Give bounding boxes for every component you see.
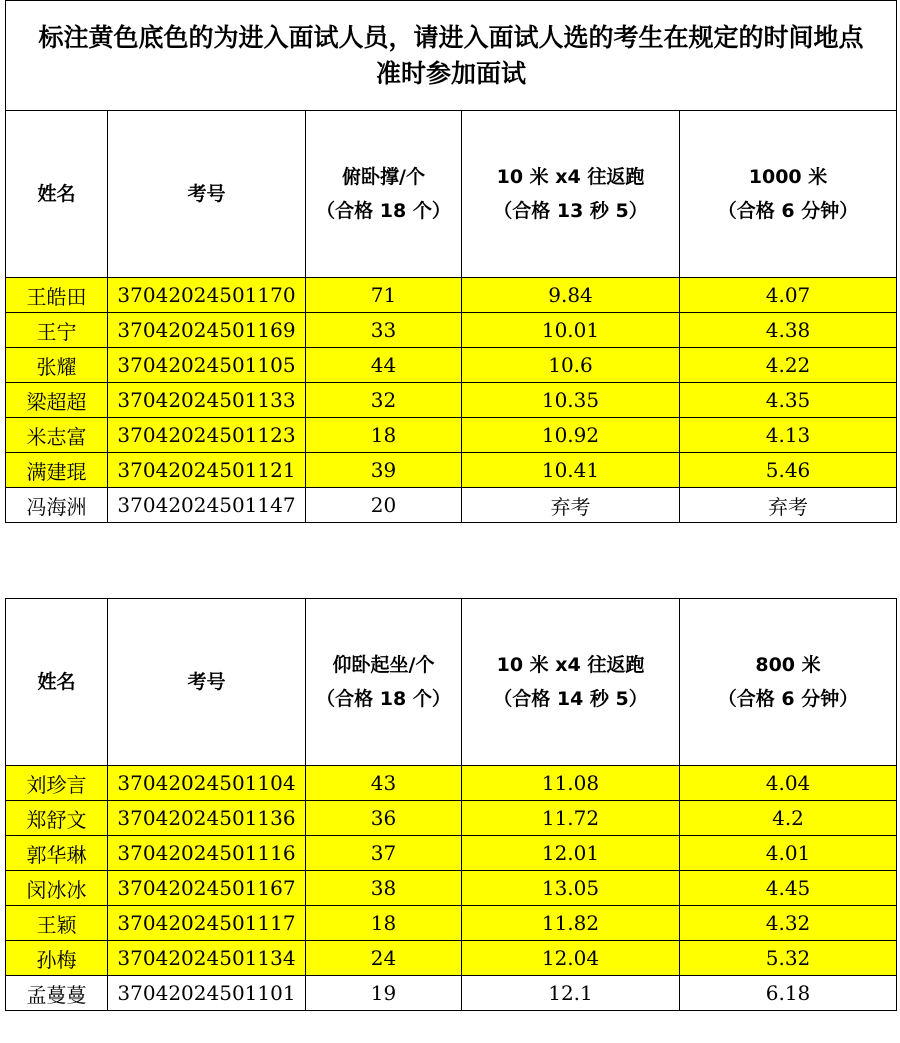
- header-pushups: 俯卧撑/个 （合格 18 个）: [306, 111, 462, 278]
- candidate-name: 郑舒文: [6, 801, 108, 836]
- exam-id: 37042024501117: [108, 906, 306, 941]
- table1-header-row: [6, 111, 897, 278]
- score-endurance-run: 5.32: [680, 941, 897, 976]
- candidate-name: 米志富: [6, 418, 108, 453]
- score-endurance-run: 4.07: [680, 278, 897, 313]
- score-endurance-run: 4.2: [680, 801, 897, 836]
- candidate-name: 冯海洲: [6, 488, 108, 523]
- table-row: [6, 488, 897, 523]
- score-strength: 71: [306, 278, 462, 313]
- table-row: [6, 976, 897, 1011]
- score-endurance-run: 4.22: [680, 348, 897, 383]
- table-row: [6, 453, 897, 488]
- score-strength: 19: [306, 976, 462, 1011]
- candidate-name: 王宁: [6, 313, 108, 348]
- score-strength: 18: [306, 418, 462, 453]
- candidate-name: 王皓田: [6, 278, 108, 313]
- header-name: 姓名: [6, 111, 108, 278]
- score-strength: 20: [306, 488, 462, 523]
- score-strength: 24: [306, 941, 462, 976]
- score-shuttle-run: 12.04: [462, 941, 680, 976]
- exam-id: 37042024501121: [108, 453, 306, 488]
- table-row: [6, 836, 897, 871]
- score-shuttle-run: 弃考: [462, 488, 680, 523]
- score-endurance-run: 5.46: [680, 453, 897, 488]
- score-endurance-run: 4.38: [680, 313, 897, 348]
- candidate-name: 王颖: [6, 906, 108, 941]
- score-strength: 36: [306, 801, 462, 836]
- exam-id: 37042024501147: [108, 488, 306, 523]
- results-table-female: [5, 598, 897, 1011]
- table-row: [6, 348, 897, 383]
- header-shuttle-run: 10 米 x4 往返跑 （合格 14 秒 5）: [462, 599, 680, 766]
- candidate-name: 张耀: [6, 348, 108, 383]
- exam-id: 37042024501116: [108, 836, 306, 871]
- candidate-name: 梁超超: [6, 383, 108, 418]
- score-strength: 32: [306, 383, 462, 418]
- table-row: [6, 418, 897, 453]
- candidate-name: 郭华琳: [6, 836, 108, 871]
- score-endurance-run: 4.32: [680, 906, 897, 941]
- score-endurance-run: 4.45: [680, 871, 897, 906]
- title-line-1: 标注黄色底色的为进入面试人员，请进入面试人选的考生在规定的时间地点: [38, 22, 864, 52]
- score-endurance-run: 6.18: [680, 976, 897, 1011]
- score-strength: 18: [306, 906, 462, 941]
- table1-body: [6, 1, 897, 523]
- score-shuttle-run: 10.41: [462, 453, 680, 488]
- score-shuttle-run: 10.35: [462, 383, 680, 418]
- score-strength: 43: [306, 766, 462, 801]
- table-row: [6, 871, 897, 906]
- score-endurance-run: 4.13: [680, 418, 897, 453]
- candidate-name: 孙梅: [6, 941, 108, 976]
- title-line-2: 准时参加面试: [375, 58, 526, 88]
- header-1000m: 1000 米 （合格 6 分钟）: [680, 111, 897, 278]
- header-shuttle-run: 10 米 x4 往返跑 （合格 13 秒 5）: [462, 111, 680, 278]
- table-row: [6, 313, 897, 348]
- candidate-name: 孟蔓蔓: [6, 976, 108, 1011]
- score-endurance-run: 弃考: [680, 488, 897, 523]
- score-shuttle-run: 11.08: [462, 766, 680, 801]
- score-endurance-run: 4.04: [680, 766, 897, 801]
- exam-id: 37042024501169: [108, 313, 306, 348]
- candidate-name: 闵冰冰: [6, 871, 108, 906]
- table-row: [6, 383, 897, 418]
- exam-id: 37042024501170: [108, 278, 306, 313]
- exam-id: 37042024501101: [108, 976, 306, 1011]
- score-strength: 38: [306, 871, 462, 906]
- score-strength: 44: [306, 348, 462, 383]
- table-row: [6, 801, 897, 836]
- table-row: [6, 278, 897, 313]
- candidate-name: 满建琨: [6, 453, 108, 488]
- exam-id: 37042024501105: [108, 348, 306, 383]
- header-exam-id: 考号: [108, 599, 306, 766]
- score-shuttle-run: 11.72: [462, 801, 680, 836]
- page-title: [6, 1, 897, 111]
- score-shuttle-run: 10.6: [462, 348, 680, 383]
- exam-id: 37042024501123: [108, 418, 306, 453]
- exam-id: 37042024501104: [108, 766, 306, 801]
- header-name: 姓名: [6, 599, 108, 766]
- score-shuttle-run: 10.92: [462, 418, 680, 453]
- score-strength: 37: [306, 836, 462, 871]
- exam-id: 37042024501133: [108, 383, 306, 418]
- table2-header-row: [6, 599, 897, 766]
- score-strength: 33: [306, 313, 462, 348]
- score-shuttle-run: 9.84: [462, 278, 680, 313]
- score-shuttle-run: 11.82: [462, 906, 680, 941]
- score-endurance-run: 4.35: [680, 383, 897, 418]
- table-row: [6, 941, 897, 976]
- exam-id: 37042024501167: [108, 871, 306, 906]
- score-shuttle-run: 13.05: [462, 871, 680, 906]
- table-row: [6, 766, 897, 801]
- score-shuttle-run: 12.1: [462, 976, 680, 1011]
- title-row: [6, 1, 897, 111]
- header-situps: 仰卧起坐/个 （合格 18 个）: [306, 599, 462, 766]
- header-exam-id: 考号: [108, 111, 306, 278]
- exam-id: 37042024501134: [108, 941, 306, 976]
- score-endurance-run: 4.01: [680, 836, 897, 871]
- candidate-name: 刘珍言: [6, 766, 108, 801]
- score-shuttle-run: 12.01: [462, 836, 680, 871]
- results-table-male: [5, 0, 897, 523]
- table2-body: [6, 599, 897, 1011]
- score-strength: 39: [306, 453, 462, 488]
- exam-id: 37042024501136: [108, 801, 306, 836]
- header-800m: 800 米 （合格 6 分钟）: [680, 599, 897, 766]
- table-row: [6, 906, 897, 941]
- score-shuttle-run: 10.01: [462, 313, 680, 348]
